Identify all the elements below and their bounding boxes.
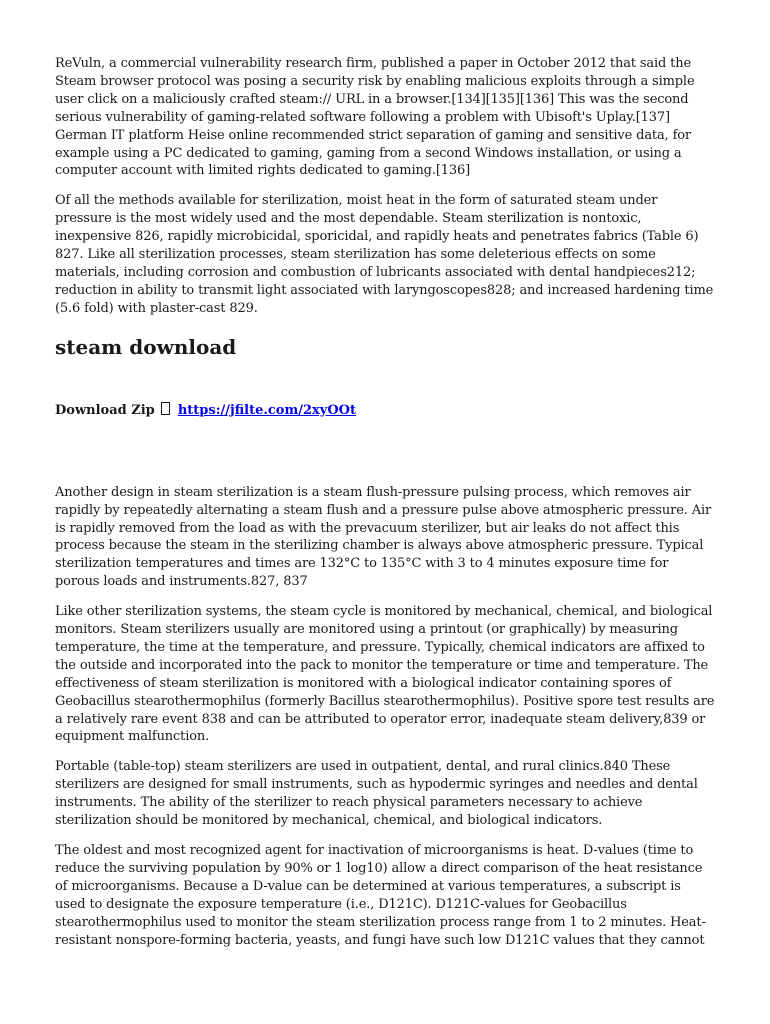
paragraph-heat-inactivation: The oldest and most recognized agent for inactivation of microorganisms is heat. D-values (time to reduce the surviving population by 90% or 1 log10) allow a direct comparison of the heat resistance of microorganisms. Because a D-value can be determined at various temperatures, a subscript is used to designate the exposure temperature (i.e., D121C). D121C-values for Geobacillus stearothermophilus used to monitor the steam sterilization process range from 1 to 2 minutes. Heat-resistant nonspore-forming bacteria, yeasts, and fungi have such low D121C values that they cannot — [55, 843, 706, 948]
download-line — [55, 402, 715, 420]
missing-glyph-icon — [161, 402, 170, 415]
download-link[interactable]: https://jfilte.com/2xyOOt — [177, 402, 356, 418]
paragraph-moist-heat: Of all the methods available for sterilization, moist heat in the form of saturated steam under pressure is the most widely used and the most dependable. Steam sterilization is nontoxic, inexpensive 826, rapidly microbicidal, sporicidal, and rapidly heats and penetrates fabrics (Table 6) 827. Like all sterilization processes, steam sterilization has some deleterious effects on some materials, including corrosion and combustion of lubricants associated with dental handpieces212; reduction in ability to transmit light associated with laryngoscopes828; and increased hardening time (5.6 fold) with plaster-cast 829. — [55, 193, 714, 316]
paragraph-steam-vulnerability: ReVuln, a commercial vulnerability research firm, published a paper in October 2012 that said the Steam browser protocol was posing a security risk by enabling malicious exploits through a simple user click on a maliciously crafted steam:// URL in a browser.[134][135][136] This was the second serious vulnerability of gaming-related software following a problem with Ubisoft's Uplay.[137] German IT platform Heise online recommended strict separation of gaming and sensitive data, for example using a PC dedicated to gaming, gaming from a second Windows installation, or using a computer account with limited rights dedicated to gaming.[136] — [55, 56, 695, 179]
paragraph-monitoring: Like other sterilization systems, the steam cycle is monitored by mechanical, chemical, and biological monitors. Steam sterilizers usually are monitored using a printout (or graphically) by measuring temperature, the time at the temperature, and pressure. Typically, chemical indicators are affixed to the outside and incorporated into the pack to monitor the temperature or time and temperature. The effectiveness of steam sterilization is monitored with a biological indicator containing spores of Geobacillus stearothermophilus (formerly Bacillus stearothermophilus). Positive spore test results are a relatively rare event 838 and can be attributed to operator error, inadequate steam delivery,839 or equipment malfunction. — [55, 604, 715, 745]
paragraph-flush-pressure: Another design in steam sterilization is a steam flush-pressure pulsing process, which removes air rapidly by repeatedly alternating a steam flush and a pressure pulse above atmospheric pressure. Air is rapidly removed from the load as with the prevacuum sterilizer, but air leaks do not affect this process because the steam in the sterilizing chamber is always above atmospheric pressure. Typical sterilization temperatures and times are 132°C to 135°C with 3 to 4 minutes exposure time for porous loads and instruments.827, 837 — [55, 484, 712, 590]
document-page — [55, 55, 715, 949]
download-label: Download Zip — [55, 402, 155, 418]
section-heading: steam download — [55, 334, 237, 359]
paragraph-portable-sterilizers: Portable (table-top) steam sterilizers are used in outpatient, dental, and rural clinics.840 These sterilizers are designed for small instruments, such as hypodermic syringes and needles and dental instruments. The ability of the sterilizer to reach physical parameters necessary to achieve sterilization should be monitored by mechanical, chemical, and biological indicators. — [55, 759, 698, 829]
